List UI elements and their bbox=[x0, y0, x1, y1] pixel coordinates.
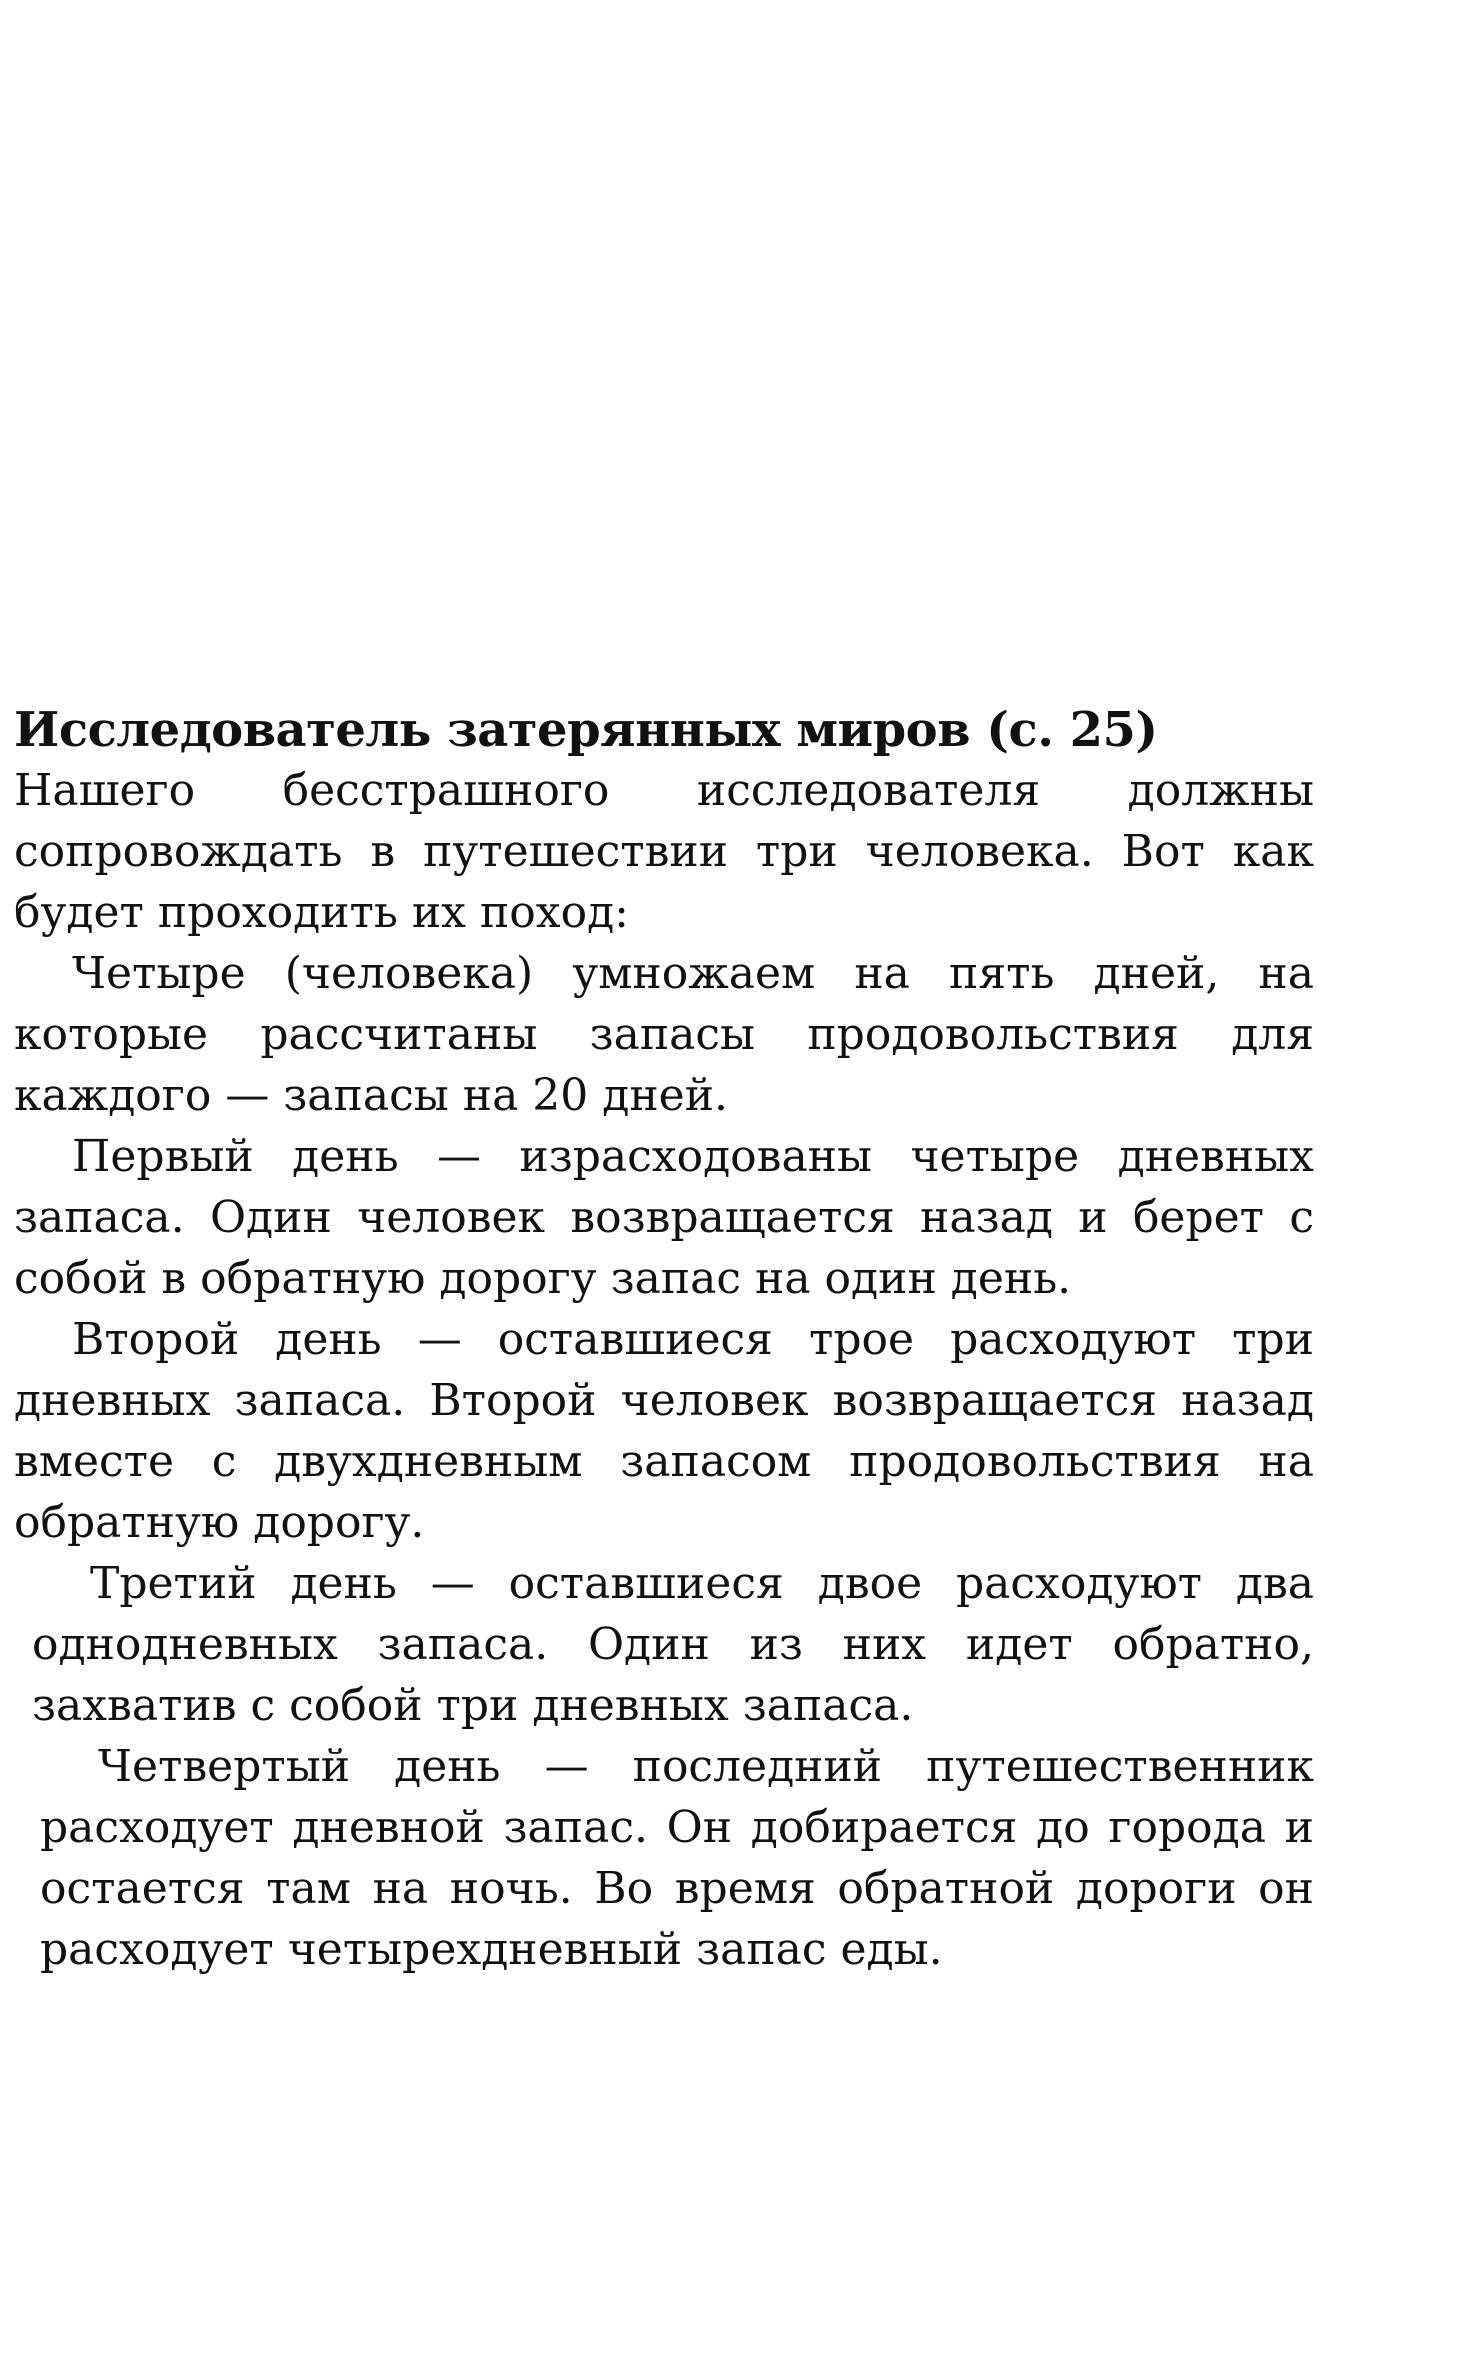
paragraph-day-one: Первый день — израсходованы четыре дневных запаса. Один человек возвращается назад и берет с собой в обратную дорогу запас на один день. bbox=[14, 1131, 1314, 1304]
paragraph-day-two: Второй день — оставшиеся трое расходуют три дневных запаса. Второй человек возвращается назад вместе с двухдневным запасом продовольствия на обратную дорогу. bbox=[14, 1314, 1314, 1548]
paragraph-calculation: Четыре (человека) умножаем на пять дней, на которые рассчитаны запасы продовольствия для каждого — запасы на 20 дней. bbox=[14, 948, 1314, 1121]
paragraph-intro: Нашего бесстрашного исследователя должны сопровождать в путешествии три человека. Вот как будет проходить их поход: bbox=[14, 765, 1314, 938]
paragraph-day-four: Четвертый день — последний путешественник расходует дневной запас. Он добирается до города и остается там на ночь. Во время обратной дороги он расходует четырехдневный запас еды. bbox=[40, 1741, 1314, 1975]
document-page bbox=[14, 700, 1314, 1980]
paragraph-day-three: Третий день — оставшиеся двое расходуют два однодневных запаса. Один из них идет обратно, захватив с собой три дневных запаса. bbox=[32, 1558, 1314, 1731]
section-title: Исследователь затерянных миров (с. 25) bbox=[14, 702, 1158, 758]
